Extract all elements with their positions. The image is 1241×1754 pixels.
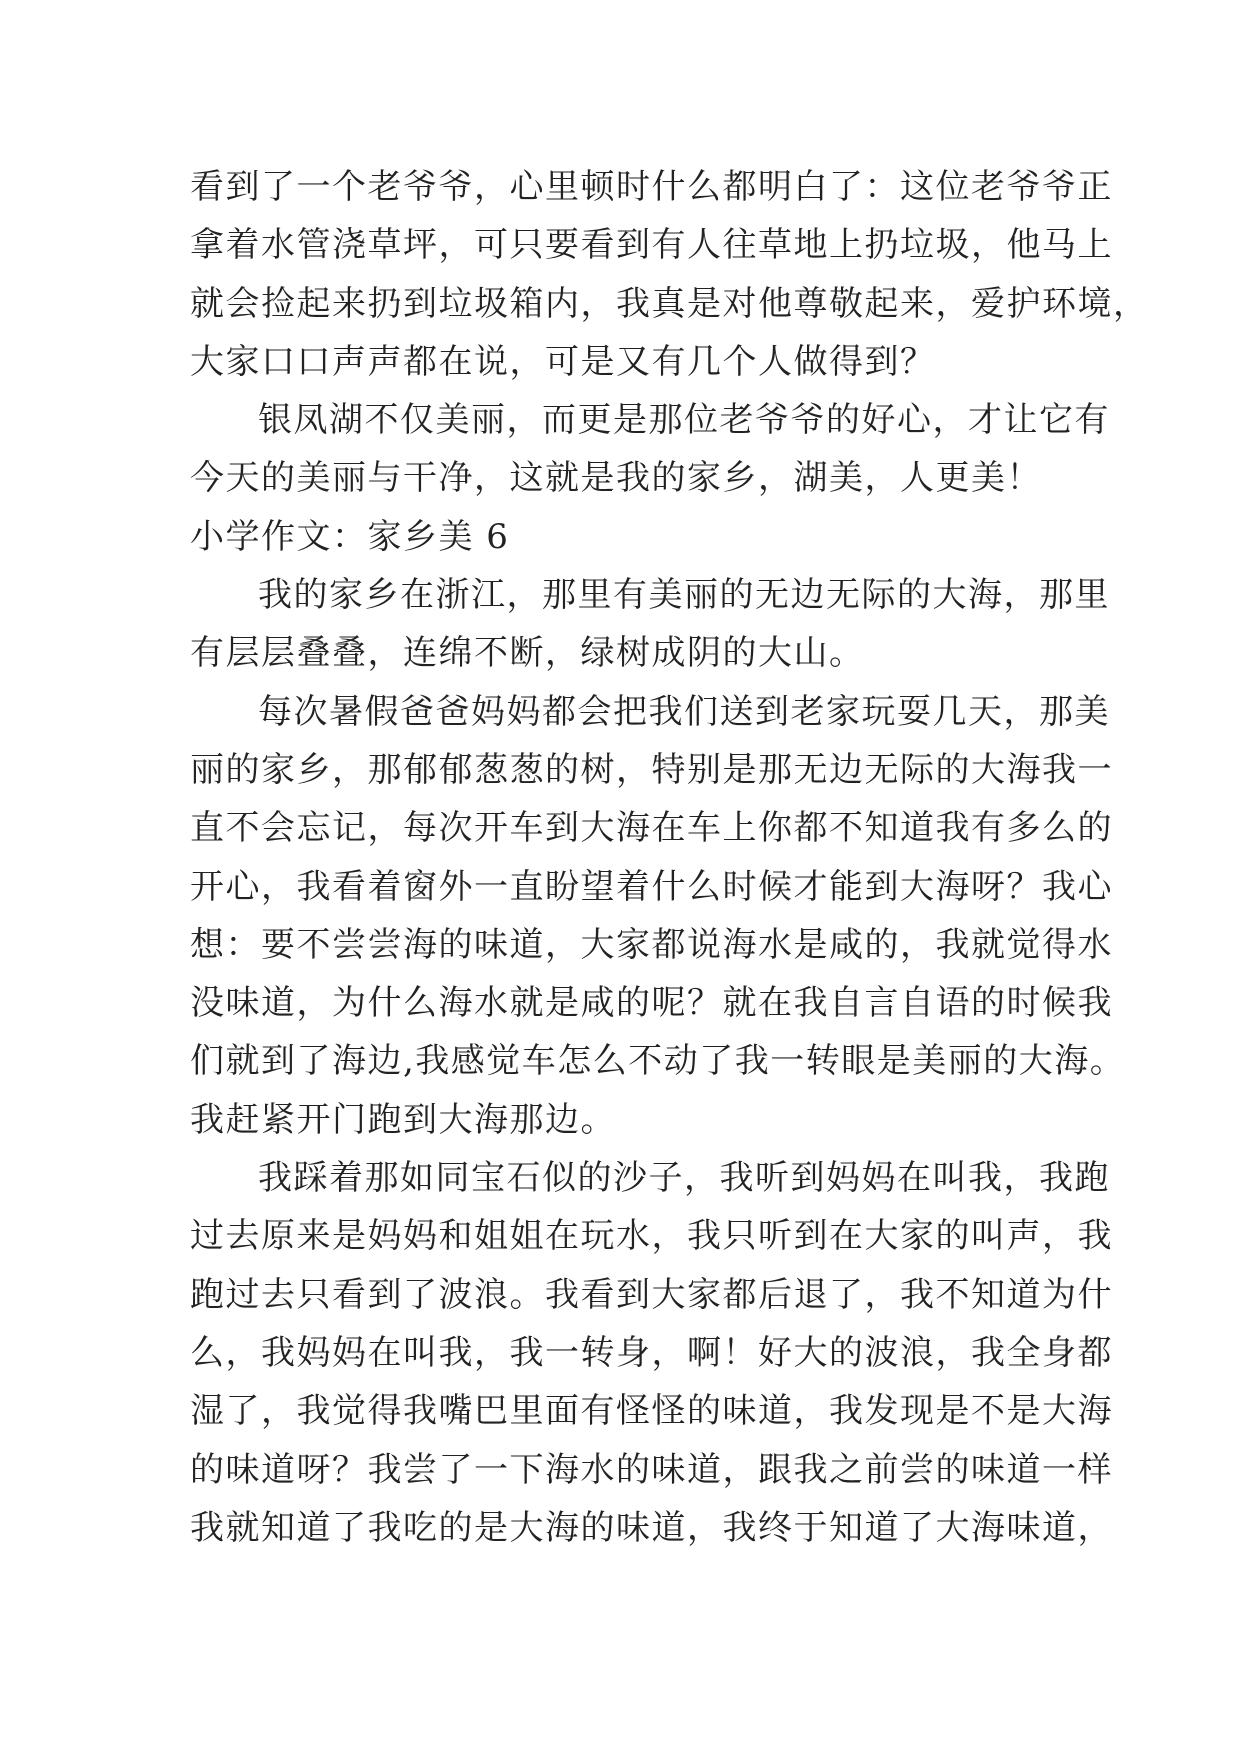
paragraph-first-line: 我的家乡在浙江，那里有美丽的无边无际的大海，那里: [258, 575, 1110, 616]
text-line: 就会捡起来扔到垃圾箱内，我真是对他尊敬起来，爱护环境，: [190, 283, 1149, 324]
text-line: 开心，我看着窗外一直盼望着什么时候才能到大海呀？我心: [190, 866, 1113, 907]
document-body: [190, 158, 1149, 1557]
text-line: 我赶紧开门跑到大海那边。: [190, 1099, 616, 1140]
text-line: 们就到了海边,我感觉车怎么不动了我一转眼是美丽的大海。: [190, 1041, 1126, 1082]
essay-heading: 小学作文：家乡美 6: [190, 516, 510, 557]
text-line: 过去原来是妈妈和姐姐在玩水，我只听到在大家的叫声，我: [190, 1216, 1113, 1257]
paragraph-first-line: 每次暑假爸爸妈妈都会把我们送到老家玩耍几天，那美: [258, 691, 1110, 732]
text-line: 直不会忘记，每次开车到大海在车上你都不知道我有多么的: [190, 808, 1113, 849]
text-line: 我就知道了我吃的是大海的味道，我终于知道了大海味道，: [190, 1507, 1113, 1548]
paragraph-first-line: 银凤湖不仅美丽，而更是那位老爷爷的好心，才让它有: [258, 400, 1110, 441]
text-line: 湿了，我觉得我嘴巴里面有怪怪的味道，我发现是不是大海: [190, 1391, 1113, 1432]
text-line: 有层层叠叠，连绵不断，绿树成阴的大山。: [190, 633, 865, 674]
text-line: 今天的美丽与干净，这就是我的家乡，湖美，人更美！: [190, 458, 1042, 499]
essay-text-before: [190, 158, 1149, 508]
text-line: 看到了一个老爷爷，心里顿时什么都明白了：这位老爷爷正: [190, 167, 1113, 207]
paragraph-first-line: 我踩着那如同宝石似的沙子，我听到妈妈在叫我，我跑: [258, 1158, 1110, 1199]
text-line: 大家口口声声都在说，可是又有几个人做得到？: [190, 341, 936, 382]
text-line: 想：要不尝尝海的味道，大家都说海水是咸的，我就觉得水: [190, 924, 1113, 965]
essay-text-after: [190, 566, 1126, 1557]
text-line: 跑过去只看到了波浪。我看到大家都后退了，我不知道为什: [190, 1274, 1113, 1315]
text-line: 拿着水管浇草坪，可只要看到有人往草地上扔垃圾，他马上: [190, 225, 1113, 266]
text-line: 的味道呀？我尝了一下海水的味道，跟我之前尝的味道一样: [190, 1449, 1113, 1490]
text-line: 丽的家乡，那郁郁葱葱的树，特别是那无边无际的大海我一: [190, 749, 1113, 790]
text-line: 么，我妈妈在叫我，我一转身，啊！好大的波浪，我全身都: [190, 1332, 1113, 1373]
text-line: 没味道，为什么海水就是咸的呢？就在我自言自语的时候我: [190, 983, 1113, 1024]
